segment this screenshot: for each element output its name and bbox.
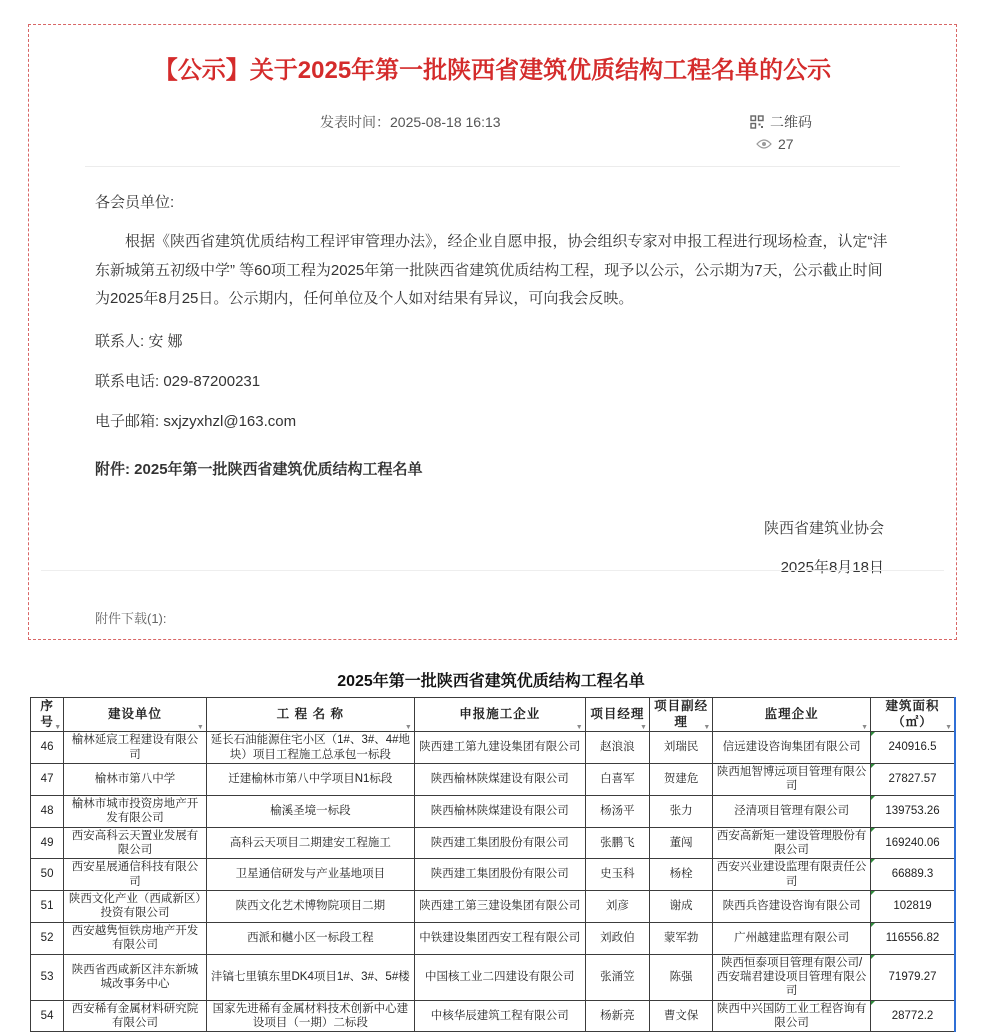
cell-owner: 榆林延宸工程建设有限公司 (64, 732, 207, 764)
attachment-download-label: 附件下载(1): (95, 611, 167, 626)
publish-time: 发表时间：2025-08-18 16:13 (320, 114, 501, 131)
table-row (31, 827, 956, 859)
column-header-label: 工 程 名 称 (276, 706, 345, 721)
cell-owner: 西安高科云天置业发展有限公司 (64, 827, 207, 859)
cell-manager: 史玉科 (585, 859, 649, 891)
cell-manager: 杨汤平 (585, 795, 649, 827)
qr-label: 二维码 (770, 114, 812, 131)
cell-contractor: 陕西榆林陕煤建设有限公司 (414, 795, 585, 827)
signature-org: 陕西省建筑业协会 (763, 519, 884, 537)
table-row (31, 891, 956, 923)
cell-contractor: 陕西榆林陕煤建设有限公司 (414, 764, 585, 796)
cell-contractor: 陕西建工集团股份有限公司 (414, 827, 585, 859)
column-header (414, 698, 585, 732)
cell-supervisor: 陕西恒泰项目管理有限公司/西安瑞君建设项目管理有限公司 (713, 954, 871, 1000)
filter-dropdown-icon[interactable]: ▼ (196, 724, 205, 732)
column-header (713, 698, 871, 732)
salutation: 各会员单位: (95, 194, 175, 212)
cell-owner: 西安越隽恒铁房地产开发有限公司 (64, 922, 207, 954)
cell-no: 49 (31, 827, 64, 859)
divider (41, 570, 944, 571)
contact-person: 联系人: 安 娜 (95, 332, 183, 350)
meta-bar (85, 112, 900, 167)
column-header-label: 建设单位 (107, 706, 162, 721)
page-title: 【公示】关于2025年第一批陕西省建筑优质结构工程名单的公示 (153, 57, 832, 84)
table-row (31, 732, 956, 764)
cell-no: 53 (31, 954, 64, 1000)
column-header-label: 监理企业 (764, 706, 819, 721)
cell-area: 116556.82 (871, 922, 955, 954)
meta-right-block (750, 112, 900, 152)
table-row (31, 859, 956, 891)
column-header (585, 698, 649, 732)
signature-date: 2025年8月18日 (780, 559, 884, 577)
filter-dropdown-icon[interactable]: ▼ (703, 724, 712, 732)
column-header-label: 建筑面积（㎡） (885, 699, 940, 729)
cell-area: 66889.3 (871, 859, 955, 891)
cell-deputy: 谢成 (649, 891, 712, 923)
cell-deputy: 陈强 (649, 954, 712, 1000)
cell-supervisor: 陕西旭智博远项目管理有限公司 (713, 764, 871, 796)
cell-project: 国家先进稀有金属材料技术创新中心建设项目（一期）二标段 (206, 1000, 414, 1032)
cell-manager: 杨新亮 (585, 1000, 649, 1032)
announcement-panel (28, 24, 957, 640)
cell-manager: 赵浪浪 (585, 732, 649, 764)
cell-owner: 陕西省西咸新区沣东新城城改事务中心 (64, 954, 207, 1000)
project-table (30, 697, 956, 1032)
cell-area: 71979.27 (871, 954, 955, 1000)
body-paragraph: 根据《陕西省建筑优质结构工程评审管理办法》，经企业自愿申报，协会组织专家对申报工程进行现场检查，认定“沣东新城第五初级中学” 等60项工程为2025年第一批陕西省建筑优质结构工程，现予以公示，公示期为7天，公示截止时间为2025年8月25日。公示期内，任何单位及个人如对结果有异议，可向我会反映。 (95, 233, 888, 308)
cell-deputy: 蒙军勃 (649, 922, 712, 954)
contact-phone: 联系电话: 029-87200231 (95, 373, 261, 391)
table-row (31, 764, 956, 796)
cell-no: 51 (31, 891, 64, 923)
cell-area: 139753.26 (871, 795, 955, 827)
attachment-line: 附件: 2025年第一批陕西省建筑优质结构工程名单 (95, 460, 423, 478)
column-header-label: 序号 (40, 699, 54, 729)
cell-deputy: 杨栓 (649, 859, 712, 891)
cell-contractor: 中核华辰建筑工程有限公司 (414, 1000, 585, 1032)
filter-dropdown-icon[interactable]: ▼ (861, 724, 870, 732)
cell-manager: 白喜军 (585, 764, 649, 796)
cell-manager: 刘政伯 (585, 922, 649, 954)
column-header (871, 698, 955, 732)
cell-no: 48 (31, 795, 64, 827)
cell-contractor: 中铁建设集团西安工程有限公司 (414, 922, 585, 954)
column-header-label: 申报施工企业 (459, 706, 541, 721)
cell-supervisor: 广州越建监理有限公司 (713, 922, 871, 954)
cell-area: 169240.06 (871, 827, 955, 859)
cell-no: 50 (31, 859, 64, 891)
filter-dropdown-icon[interactable]: ▼ (54, 724, 63, 732)
cell-owner: 陕西文化产业（西咸新区）投资有限公司 (64, 891, 207, 923)
table-title: 2025年第一批陕西省建筑优质结构工程名单 (337, 673, 645, 690)
table-row (31, 922, 956, 954)
announcement-body (95, 191, 890, 579)
cell-project: 西派和樾小区一标段工程 (206, 922, 414, 954)
column-header (31, 698, 64, 732)
column-header-label: 项目经理 (590, 706, 645, 721)
cell-no: 52 (31, 922, 64, 954)
cell-deputy: 刘瑞民 (649, 732, 712, 764)
cell-manager: 张鹏飞 (585, 827, 649, 859)
cell-supervisor: 西安兴业建设监理有限责任公司 (713, 859, 871, 891)
attachment-table-section (0, 660, 982, 1032)
cell-project: 卫星通信研发与产业基地项目 (206, 859, 414, 891)
cell-project: 榆溪圣境一标段 (206, 795, 414, 827)
cell-supervisor: 西安高新矩一建设管理股份有限公司 (713, 827, 871, 859)
cell-area: 27827.57 (871, 764, 955, 796)
cell-deputy: 张力 (649, 795, 712, 827)
filter-dropdown-icon[interactable]: ▼ (945, 724, 953, 732)
cell-no: 47 (31, 764, 64, 796)
filter-dropdown-icon[interactable]: ▼ (575, 724, 584, 732)
column-header (649, 698, 712, 732)
column-header (206, 698, 414, 732)
column-header-label: 项目副经理 (654, 699, 709, 729)
filter-dropdown-icon[interactable]: ▼ (404, 724, 413, 732)
cell-manager: 张涌笠 (585, 954, 649, 1000)
project-table-body (31, 732, 956, 1032)
cell-owner: 西安稀有金属材料研究院有限公司 (64, 1000, 207, 1032)
cell-owner: 榆林市城市投资房地产开发有限公司 (64, 795, 207, 827)
qr-code-button[interactable] (750, 112, 900, 132)
cell-no: 54 (31, 1000, 64, 1032)
cell-project: 延长石油能源住宅小区（1#、3#、4#地块）项目工程施工总承包一标段 (206, 732, 414, 764)
cell-contractor: 陕西建工集团股份有限公司 (414, 859, 585, 891)
table-row (31, 795, 956, 827)
view-count: 27 (778, 136, 794, 153)
cell-deputy: 贺建危 (649, 764, 712, 796)
cell-area: 240916.5 (871, 732, 955, 764)
cell-manager: 刘彦 (585, 891, 649, 923)
cell-area: 28772.2 (871, 1000, 955, 1032)
cell-area: 102819 (871, 891, 955, 923)
views-eye-icon (756, 139, 772, 149)
contact-email: 电子邮箱: sxjzyxhzl@163.com (95, 413, 297, 431)
table-header-row (31, 698, 956, 732)
view-counter (750, 136, 900, 152)
cell-project: 高科云天项目二期建安工程施工 (206, 827, 414, 859)
cell-supervisor: 陕西兵咨建设咨询有限公司 (713, 891, 871, 923)
cell-project: 沣镐七里镇东里DK4项目1#、3#、5#楼 (206, 954, 414, 1000)
cell-owner: 榆林市第八中学 (64, 764, 207, 796)
cell-owner: 西安星展通信科技有限公司 (64, 859, 207, 891)
cell-supervisor: 陕西中兴国防工业工程咨询有限公司 (713, 1000, 871, 1032)
cell-project: 陕西文化艺术博物院项目二期 (206, 891, 414, 923)
cell-contractor: 陕西建工第三建设集团有限公司 (414, 891, 585, 923)
cell-deputy: 曹文保 (649, 1000, 712, 1032)
column-header (64, 698, 207, 732)
cell-contractor: 陕西建工第九建设集团有限公司 (414, 732, 585, 764)
cell-supervisor: 信远建设咨询集团有限公司 (713, 732, 871, 764)
cell-deputy: 董闯 (649, 827, 712, 859)
cell-no: 46 (31, 732, 64, 764)
cell-supervisor: 泾清项目管理有限公司 (713, 795, 871, 827)
table-row (31, 954, 956, 1000)
cell-contractor: 中国核工业二四建设有限公司 (414, 954, 585, 1000)
cell-project: 迁建榆林市第八中学项目N1标段 (206, 764, 414, 796)
table-row (31, 1000, 956, 1032)
qr-icon (750, 115, 764, 129)
filter-dropdown-icon[interactable]: ▼ (640, 724, 648, 732)
